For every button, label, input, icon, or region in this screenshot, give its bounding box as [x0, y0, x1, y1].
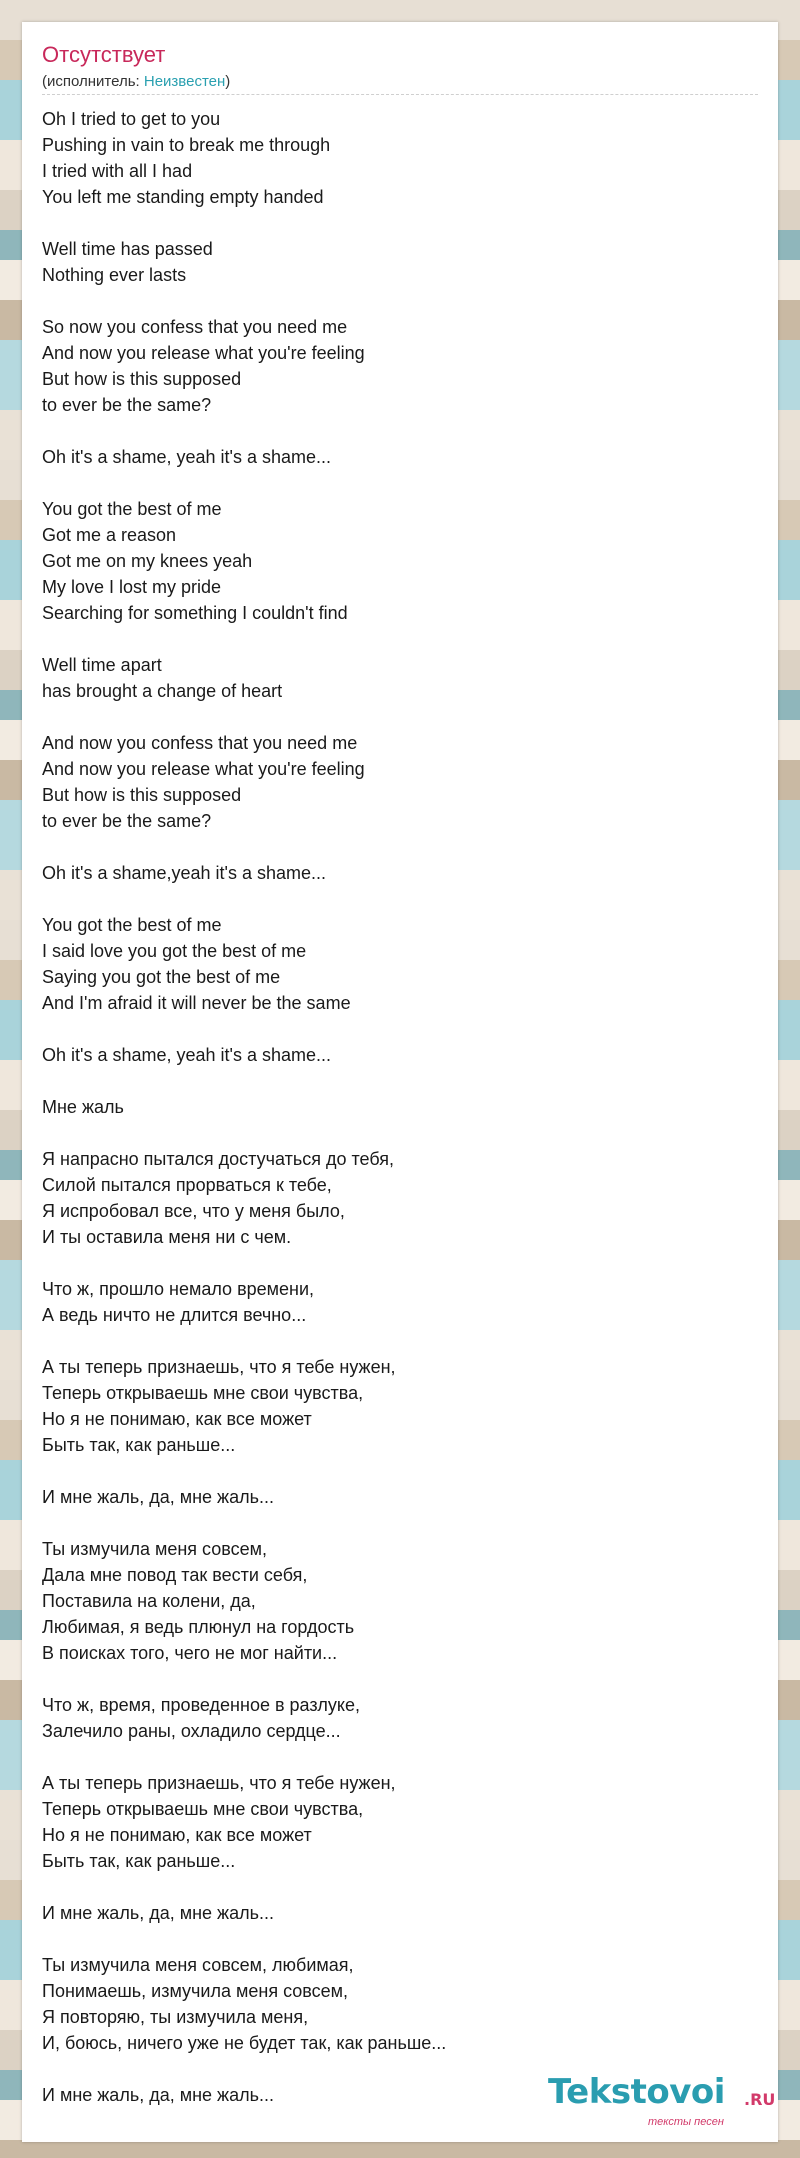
- lyric-line: Быть так, как раньше...: [42, 1435, 236, 1455]
- divider: [42, 94, 758, 95]
- lyric-line: And now you release what you're feeling: [42, 343, 365, 363]
- lyric-line: Залечило раны, охладило сердце...: [42, 1721, 341, 1741]
- lyric-line: So now you confess that you need me: [42, 317, 348, 337]
- lyrics-stanza: [42, 1900, 742, 1926]
- lyric-line: Силой пытался прорваться к тебе,: [42, 1175, 332, 1195]
- lyrics-stanza: [42, 236, 742, 288]
- lyrics-stanza: [42, 730, 742, 834]
- lyric-line: I said love you got the best of me: [42, 941, 307, 961]
- lyrics-stanza: [42, 1094, 742, 1120]
- lyric-line: You left me standing empty handed: [42, 187, 324, 207]
- lyric-line: Ты измучила меня совсем, любимая,: [42, 1955, 354, 1975]
- lyric-line: Я испробовал все, что у меня было,: [42, 1201, 345, 1221]
- lyrics-stanza: [42, 1952, 742, 2056]
- lyric-line: Я напрасно пытался достучаться до тебя,: [42, 1149, 395, 1169]
- lyric-line: Что ж, время, проведенное в разлуке,: [42, 1695, 360, 1715]
- lyrics-stanza: [42, 444, 742, 470]
- lyric-line: Saying you got the best of me: [42, 967, 281, 987]
- lyric-line: Oh it's a shame, yeah it's a shame...: [42, 1045, 332, 1065]
- lyrics-body: [42, 106, 742, 2134]
- lyrics-stanza: [42, 1536, 742, 1666]
- lyrics-sheet: [22, 22, 778, 2142]
- logo-tagline: тексты песен: [648, 2116, 724, 2128]
- lyrics-stanza: [42, 1146, 742, 1250]
- artist-link[interactable]: Неизвестен: [143, 73, 226, 90]
- lyric-line: Теперь открываешь мне свои чувства,: [42, 1799, 364, 1819]
- lyric-line: You got the best of me: [42, 499, 222, 519]
- lyric-line: Я повторяю, ты измучила меня,: [42, 2007, 309, 2027]
- lyric-line: Любимая, я ведь плюнул на гордость: [42, 1617, 355, 1637]
- lyric-line: Oh I tried to get to you: [42, 109, 221, 129]
- lyric-line: И мне жаль, да, мне жаль...: [42, 1903, 274, 1923]
- lyrics-stanza: [42, 1692, 742, 1744]
- artist-prefix: (исполнитель:: [42, 73, 144, 90]
- lyric-line: to ever be the same?: [42, 395, 212, 415]
- lyric-line: Поставила на колени, да,: [42, 1591, 256, 1611]
- lyrics-stanza: [42, 652, 742, 704]
- lyric-line: Дала мне повод так вести себя,: [42, 1565, 308, 1585]
- lyric-line: Но я не понимаю, как все может: [42, 1825, 312, 1845]
- lyrics-stanza: [42, 1276, 742, 1328]
- lyric-line: And I'm afraid it will never be the same: [42, 993, 351, 1013]
- lyric-line: А ты теперь признаешь, что я тебе нужен,: [42, 1773, 396, 1793]
- lyric-line: Ты измучила меня совсем,: [42, 1539, 268, 1559]
- lyric-line: И ты оставила меня ни с чем.: [42, 1227, 292, 1247]
- lyric-line: Мне жаль: [42, 1097, 124, 1117]
- lyric-line: I tried with all I had: [42, 161, 193, 181]
- lyric-line: И мне жаль, да, мне жаль...: [42, 2085, 274, 2105]
- lyric-line: to ever be the same?: [42, 811, 212, 831]
- lyric-line: My love I lost my pride: [42, 577, 222, 597]
- lyric-line: Pushing in vain to break me through: [42, 135, 331, 155]
- lyric-line: has brought a change of heart: [42, 681, 283, 701]
- lyric-line: Searching for something I couldn't find: [42, 603, 348, 623]
- lyrics-stanza: [42, 1042, 742, 1068]
- lyric-line: Oh it's a shame,yeah it's a shame...: [42, 863, 327, 883]
- lyrics-stanza: [42, 912, 742, 1016]
- lyrics-stanza: [42, 496, 742, 626]
- site-logo[interactable]: [548, 2072, 776, 2132]
- lyric-line: But how is this supposed: [42, 785, 242, 805]
- lyric-line: Понимаешь, измучила меня совсем,: [42, 1981, 349, 2001]
- artist-suffix: ): [225, 73, 231, 90]
- lyric-line: Теперь открываешь мне свои чувства,: [42, 1383, 364, 1403]
- lyric-line: Well time apart: [42, 655, 162, 675]
- lyric-line: And now you release what you're feeling: [42, 759, 365, 779]
- logo-wordmark: Tekstovoi: [548, 2072, 725, 2112]
- lyric-line: But how is this supposed: [42, 369, 242, 389]
- lyric-line: And now you confess that you need me: [42, 733, 358, 753]
- lyrics-stanza: [42, 1770, 742, 1874]
- lyric-line: Быть так, как раньше...: [42, 1851, 236, 1871]
- lyric-line: Но я не понимаю, как все может: [42, 1409, 312, 1429]
- lyric-line: В поисках того, чего не мог найти...: [42, 1643, 338, 1663]
- lyric-line: Nothing ever lasts: [42, 265, 187, 285]
- lyric-line: А ты теперь признаешь, что я тебе нужен,: [42, 1357, 396, 1377]
- logo-domain: .RU: [744, 2090, 776, 2109]
- lyrics-stanza: [42, 860, 742, 886]
- lyric-line: Что ж, прошло немало времени,: [42, 1279, 315, 1299]
- lyrics-stanza: [42, 106, 742, 210]
- lyric-line: Well time has passed: [42, 239, 213, 259]
- lyric-line: И мне жаль, да, мне жаль...: [42, 1487, 274, 1507]
- lyric-line: Oh it's a shame, yeah it's a shame...: [42, 447, 332, 467]
- lyric-line: А ведь ничто не длится вечно...: [42, 1305, 307, 1325]
- lyric-line: Got me a reason: [42, 525, 177, 545]
- lyrics-stanza: [42, 1354, 742, 1458]
- lyrics-stanza: [42, 1484, 742, 1510]
- lyrics-stanza: [42, 314, 742, 418]
- song-title: Отсутствует: [42, 42, 166, 67]
- lyric-line: Got me on my knees yeah: [42, 551, 253, 571]
- lyric-line: You got the best of me: [42, 915, 222, 935]
- lyric-line: И, боюсь, ничего уже не будет так, как раньше...: [42, 2033, 447, 2053]
- artist-line: [42, 73, 230, 90]
